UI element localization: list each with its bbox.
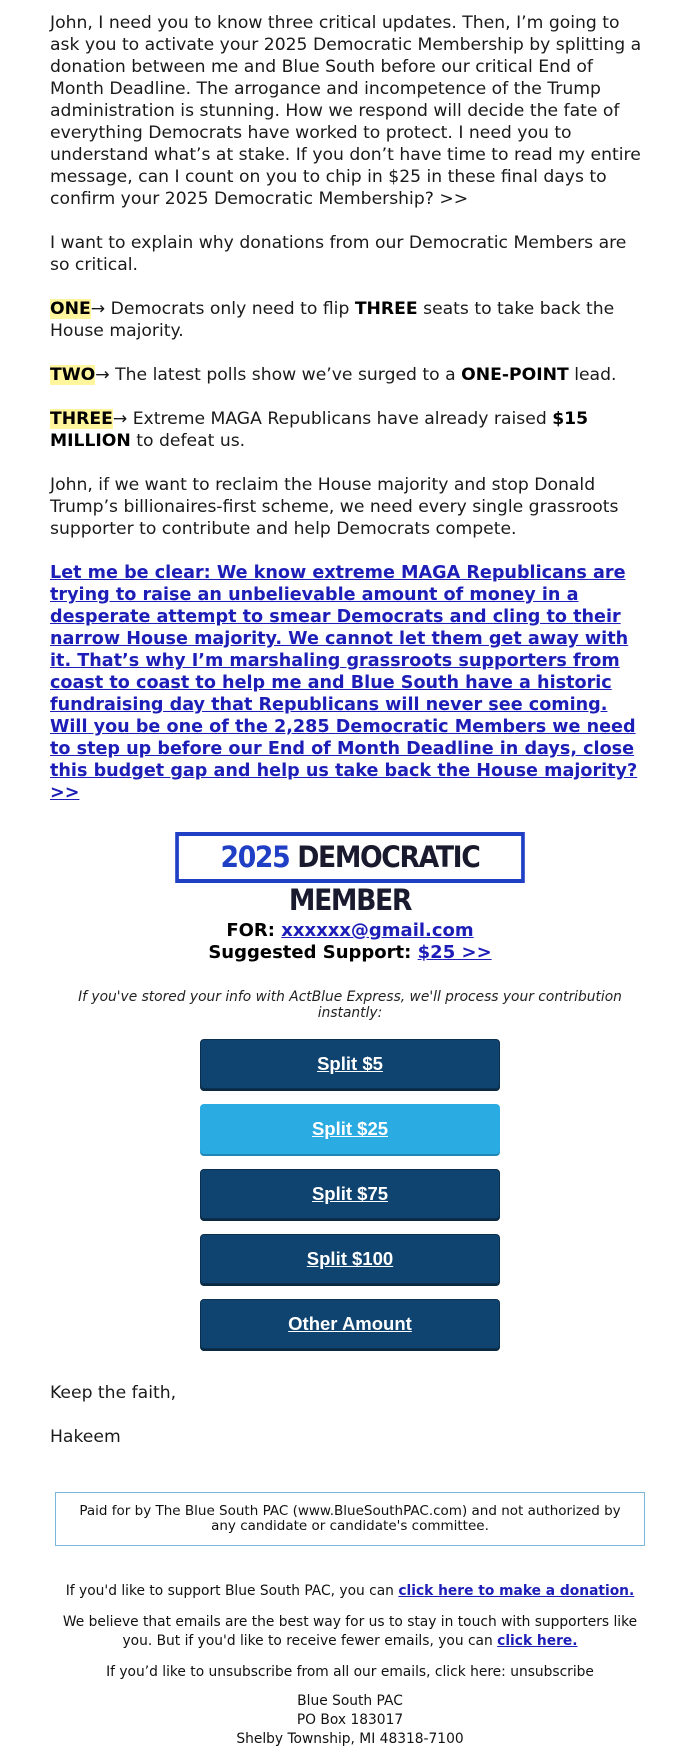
signature: Hakeem	[50, 1427, 121, 1447]
address-po-box: PO Box 183017	[296, 1712, 404, 1728]
footer-support-text: If you'd like to support Blue South PAC, you can	[65, 1583, 399, 1599]
badge-year: 2025	[220, 840, 290, 874]
footer-fewer-text: We believe that emails are the best way for us to stay in touch with supporters like you. But if you'd like to receive fewer emails, you can	[62, 1614, 638, 1649]
update-two-text-end: lead.	[568, 365, 617, 385]
suggested-support-link[interactable]: $25 >>	[417, 942, 492, 963]
update-two-text: The latest polls show we’ve surged to a	[109, 365, 462, 385]
unsubscribe-link[interactable]: unsubscribe	[510, 1664, 594, 1680]
member-email-link[interactable]: xxxxxx@gmail.com	[281, 920, 474, 941]
suggested-support-line	[50, 942, 650, 964]
update-three-emphasis: $15 MILLION	[50, 409, 589, 451]
address-name: Blue South PAC	[297, 1693, 403, 1709]
update-one-label: ONE	[50, 299, 91, 319]
badge-title: DEMOCRATIC MEMBER	[288, 840, 480, 917]
update-one-text-end: seats to take back the House majority.	[50, 299, 615, 341]
arrow-icon: →	[90, 299, 106, 319]
split-75-button[interactable]: Split $75	[200, 1169, 500, 1219]
membership-badge-box	[175, 832, 525, 917]
other-amount-button[interactable]: Other Amount	[200, 1299, 500, 1349]
arrow-icon: →	[112, 409, 128, 429]
update-three	[50, 408, 650, 452]
member-for-line	[50, 920, 650, 942]
for-label: FOR:	[226, 920, 275, 941]
reclaim-paragraph: John, if we want to reclaim the House majority and stop Donald Trump’s billionaires-first scheme, we need every single grassroots supporter to contribute and help Democrats compete.	[50, 475, 619, 539]
footer-fewer-emails-line	[50, 1613, 650, 1651]
update-two-emphasis: ONE-POINT	[461, 365, 569, 385]
membership-badge	[50, 832, 650, 917]
update-two-label: TWO	[50, 365, 96, 385]
signoff: Keep the faith,	[50, 1383, 177, 1403]
footer	[50, 1582, 650, 1749]
update-three-text: Extreme MAGA Republicans have already raised	[127, 409, 553, 429]
update-three-label: THREE	[50, 409, 113, 429]
update-two	[50, 364, 650, 386]
fewer-emails-link[interactable]: click here.	[497, 1633, 578, 1649]
address-city: Shelby Township, MI 48318-7100	[236, 1731, 464, 1747]
make-donation-link[interactable]: click here to make a donation.	[398, 1583, 635, 1599]
arrow-icon: →	[95, 365, 110, 385]
footer-unsubscribe-text: If you’d like to unsubscribe from all our emails, click here:	[106, 1664, 511, 1680]
paid-for-disclaimer: Paid for by The Blue South PAC (www.BlueSouthPAC.com) and not authorized by any candidate or candidate's committee.	[55, 1492, 645, 1546]
actblue-express-note: If you've stored your info with ActBlue Express, we'll process your contribution instantly:	[78, 989, 622, 1021]
split-25-button[interactable]: Split $25	[200, 1104, 500, 1154]
update-three-text-end: to defeat us.	[130, 431, 246, 451]
explain-paragraph: I want to explain why donations from our Democratic Members are so critical.	[50, 233, 627, 275]
split-5-button[interactable]: Split $5	[200, 1039, 500, 1089]
support-label: Suggested Support:	[208, 942, 412, 963]
split-100-button[interactable]: Split $100	[200, 1234, 500, 1284]
update-one	[50, 298, 650, 342]
footer-support-line	[50, 1582, 650, 1601]
update-one-text: Democrats only need to flip	[105, 299, 355, 319]
update-one-emphasis: THREE	[354, 299, 418, 319]
donate-appeal-link[interactable]: Let me be clear: We know extreme MAGA Republicans are trying to raise an unbelievable amount of money in a desperate attempt to smear Democrats and cling to their narrow House majority. We cannot let them get away with it. That’s why I’m marshaling grassroots supporters from coast to coast to help me and Blue South have a historic fundraising day that Republicans will never see coming. Will you be one of the 2,285 Democratic Members we need to step up before our End of Month Deadline in days, close this budget gap and help us take back the House majority? >>	[50, 563, 638, 803]
footer-unsubscribe-line	[50, 1663, 650, 1682]
intro-paragraph: John, I need you to know three critical updates. Then, I’m going to ask you to activate your 2025 Democratic Membership by splitting a donation between me and Blue South before our critical End of Month Deadline. The arrogance and incompetence of the Trump administration is stunning. How we respond will decide the fate of everything Democrats have worked to protect. I need you to understand what’s at stake. If you don’t have time to read my entire message, can I count on you to chip in $25 in these final days to confirm your 2025 Democratic Membership? >>	[50, 13, 642, 209]
